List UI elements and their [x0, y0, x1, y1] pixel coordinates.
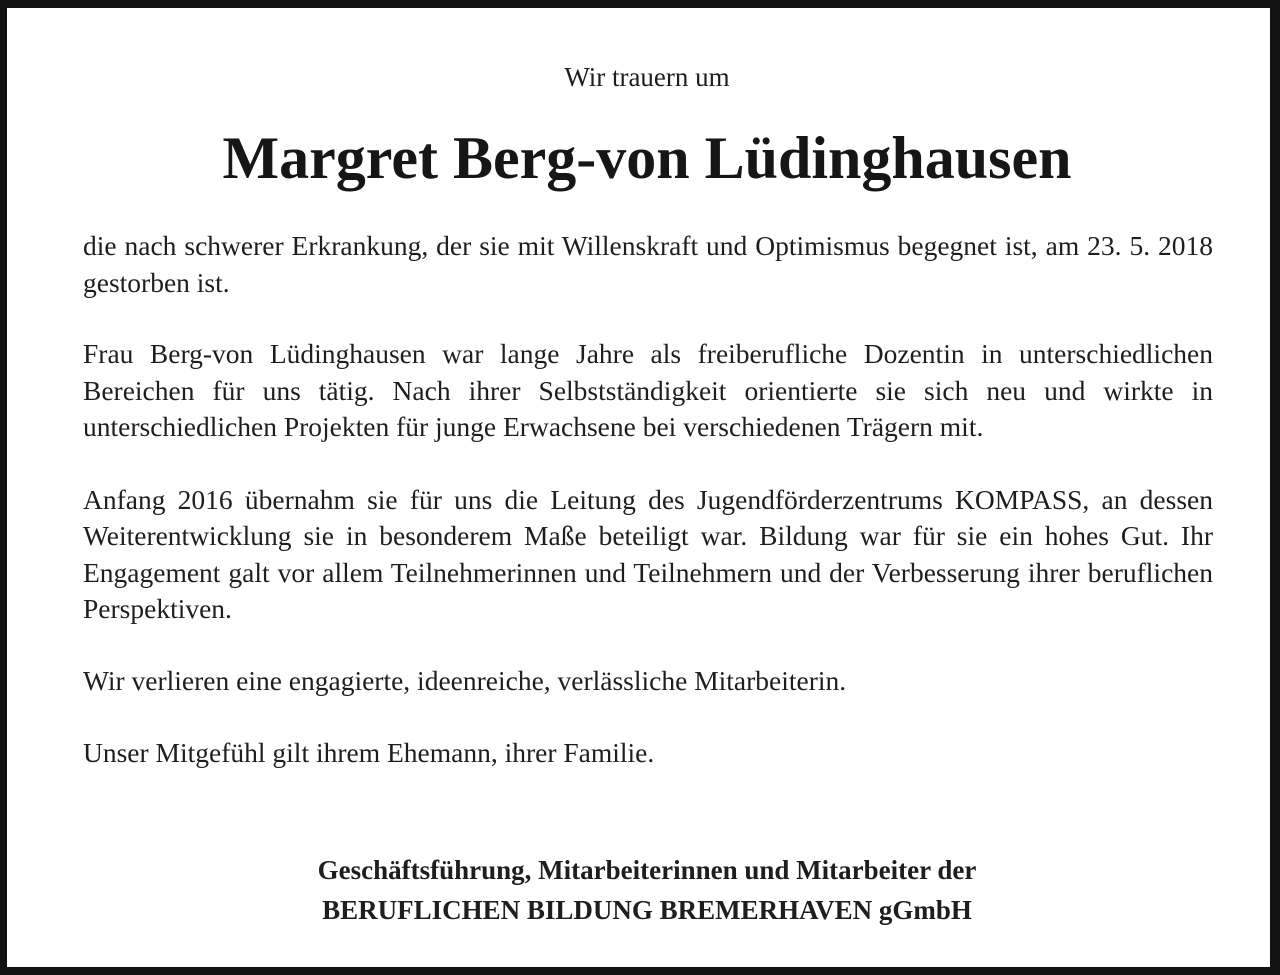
- paragraph-kompass: Anfang 2016 übernahm sie für uns die Leitung des Jugendförderzentrums KOMPASS, an dessen Weiterentwicklung sie in besonderem Maße beteiligt war. Bildung war für sie ein hohes Gut. Ihr Engagement galt vor allem Teilnehmerinnen und Teilnehmern und der Verbesserung ihrer beruflichen Perspektiven.: [83, 483, 1213, 624]
- paragraph-career: Frau Berg-von Lüdinghausen war lange Jahre als freiberufliche Dozentin in unterschiedlichen Bereichen für uns tätig. Nach ihrer Selbstständigkeit orientierte sie sich neu und wirkte in unterschiedlichen Projekten für junge Erwachsene bei verschiedenen Trägern mit.: [83, 338, 1213, 442]
- obituary-body: [83, 228, 1213, 772]
- paragraph-loss: Wir verlieren eine engagierte, ideenreiche, verlässliche Mitarbeiterin.: [83, 664, 847, 696]
- paragraph-condolence: Unser Mitgefühl gilt ihrem Ehemann, ihrer Familie.: [83, 737, 655, 768]
- deceased-name: Margret Berg-von Lüdinghausen: [222, 125, 1072, 191]
- paragraph-death-notice: die nach schwerer Erkrankung, der sie mit Willenskraft und Optimismus begegnet ist, am 23. 5. 2018 gestorben ist.: [83, 230, 1213, 298]
- signature-line-2: BERUFLICHEN BILDUNG BREMERHAVEN gGmbH: [322, 895, 972, 925]
- intro-line: Wir trauern um: [564, 62, 730, 92]
- signature-line-1: Geschäftsführung, Mitarbeiterinnen und Mitarbeiter der: [317, 855, 977, 885]
- signature-block: [7, 850, 1280, 930]
